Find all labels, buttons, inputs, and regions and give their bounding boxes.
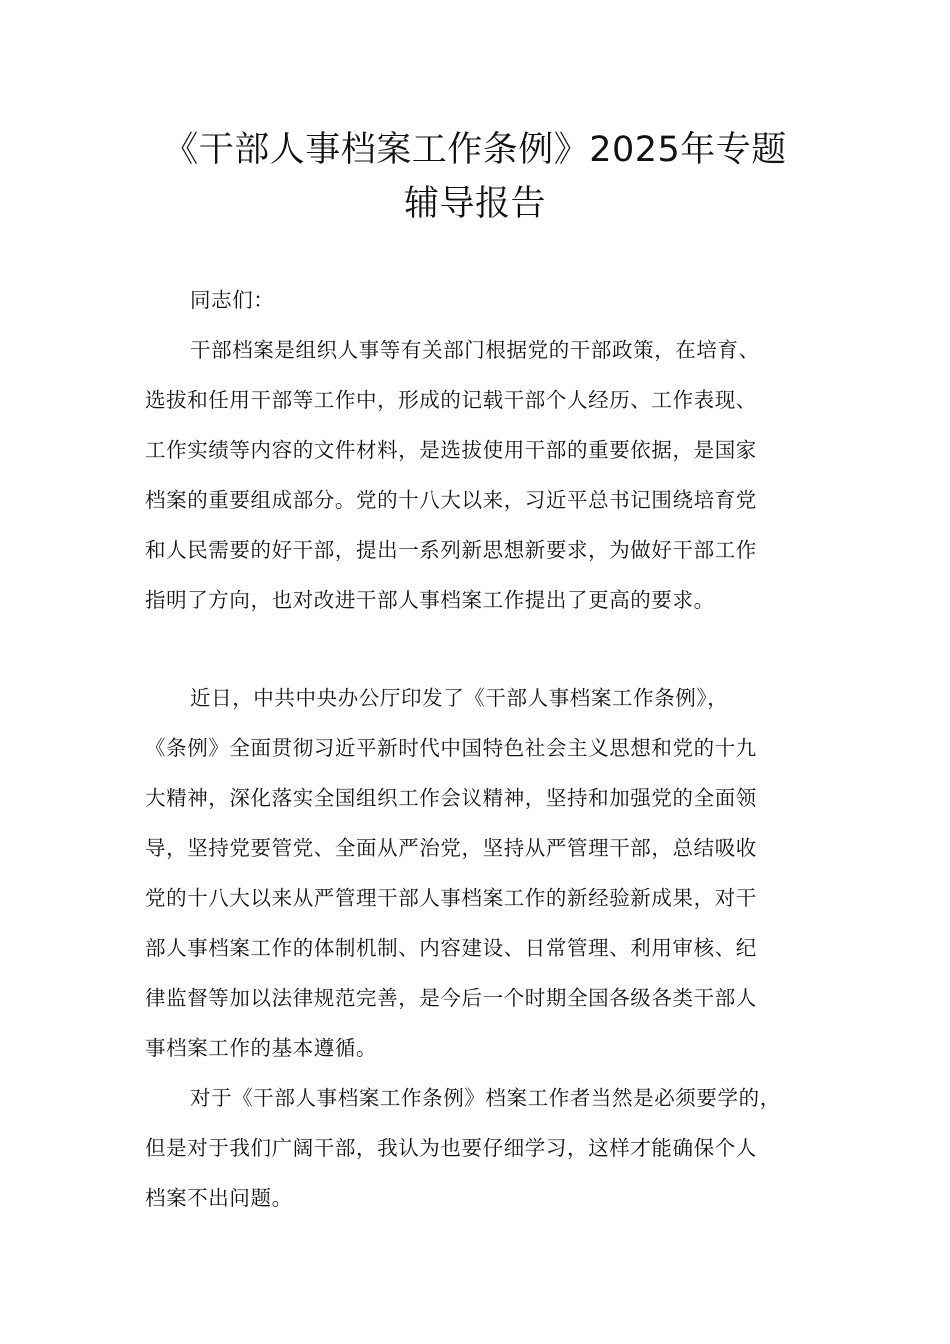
salutation: 同志们： (190, 288, 275, 312)
paragraph-1-line: 和人民需要的好干部，提出一系列新思想新要求，为做好干部工作 (145, 538, 757, 562)
paragraph-1-line: 工作实绩等内容的文件材料，是选拔使用干部的重要依据，是国家 (145, 438, 757, 462)
paragraph-2-line: 《条例》全面贯彻习近平新时代中国特色社会主义思想和党的十九 (145, 736, 757, 760)
paragraph-1-line: 档案的重要组成部分。党的十八大以来，习近平总书记围绕培育党 (145, 488, 757, 512)
document-title-line-2: 辅导报告 (403, 184, 546, 224)
paragraph-3-line: 但是对于我们广阔干部，我认为也要仔细学习，这样才能确保个人 (145, 1136, 757, 1160)
document-title-line-1: 《干部人事档案工作条例》2025年专题 (163, 130, 787, 170)
paragraph-2-line: 律监督等加以法律规范完善，是今后一个时期全国各级各类干部人 (145, 986, 757, 1010)
paragraph-2-line: 导，坚持党要管党、全面从严治党，坚持从严管理干部，总结吸收 (145, 836, 757, 860)
paragraph-2-line: 事档案工作的基本遵循。 (145, 1036, 378, 1060)
paragraph-2-line: 部人事档案工作的体制机制、内容建设、日常管理、利用审核、纪 (145, 936, 757, 960)
paragraph-2-line: 党的十八大以来从严管理干部人事档案工作的新经验新成果，对干 (145, 886, 757, 910)
paragraph-3-line: 档案不出问题。 (145, 1186, 293, 1210)
paragraph-1-line: 指明了方向，也对改进干部人事档案工作提出了更高的要求。 (145, 588, 715, 612)
paragraph-1-line: 选拔和任用干部等工作中，形成的记载干部个人经历、工作表现、 (145, 388, 757, 412)
paragraph-3-line: 对于《干部人事档案工作条例》档案工作者当然是必须要学的， (190, 1086, 781, 1110)
paragraph-1-line: 干部档案是组织人事等有关部门根据党的干部政策，在培育、 (190, 338, 760, 362)
paragraph-2-line: 近日，中共中央办公厅印发了《干部人事档案工作条例》， (190, 686, 729, 710)
paragraph-2-line: 大精神，深化落实全国组织工作会议精神，坚持和加强党的全面领 (145, 786, 757, 810)
